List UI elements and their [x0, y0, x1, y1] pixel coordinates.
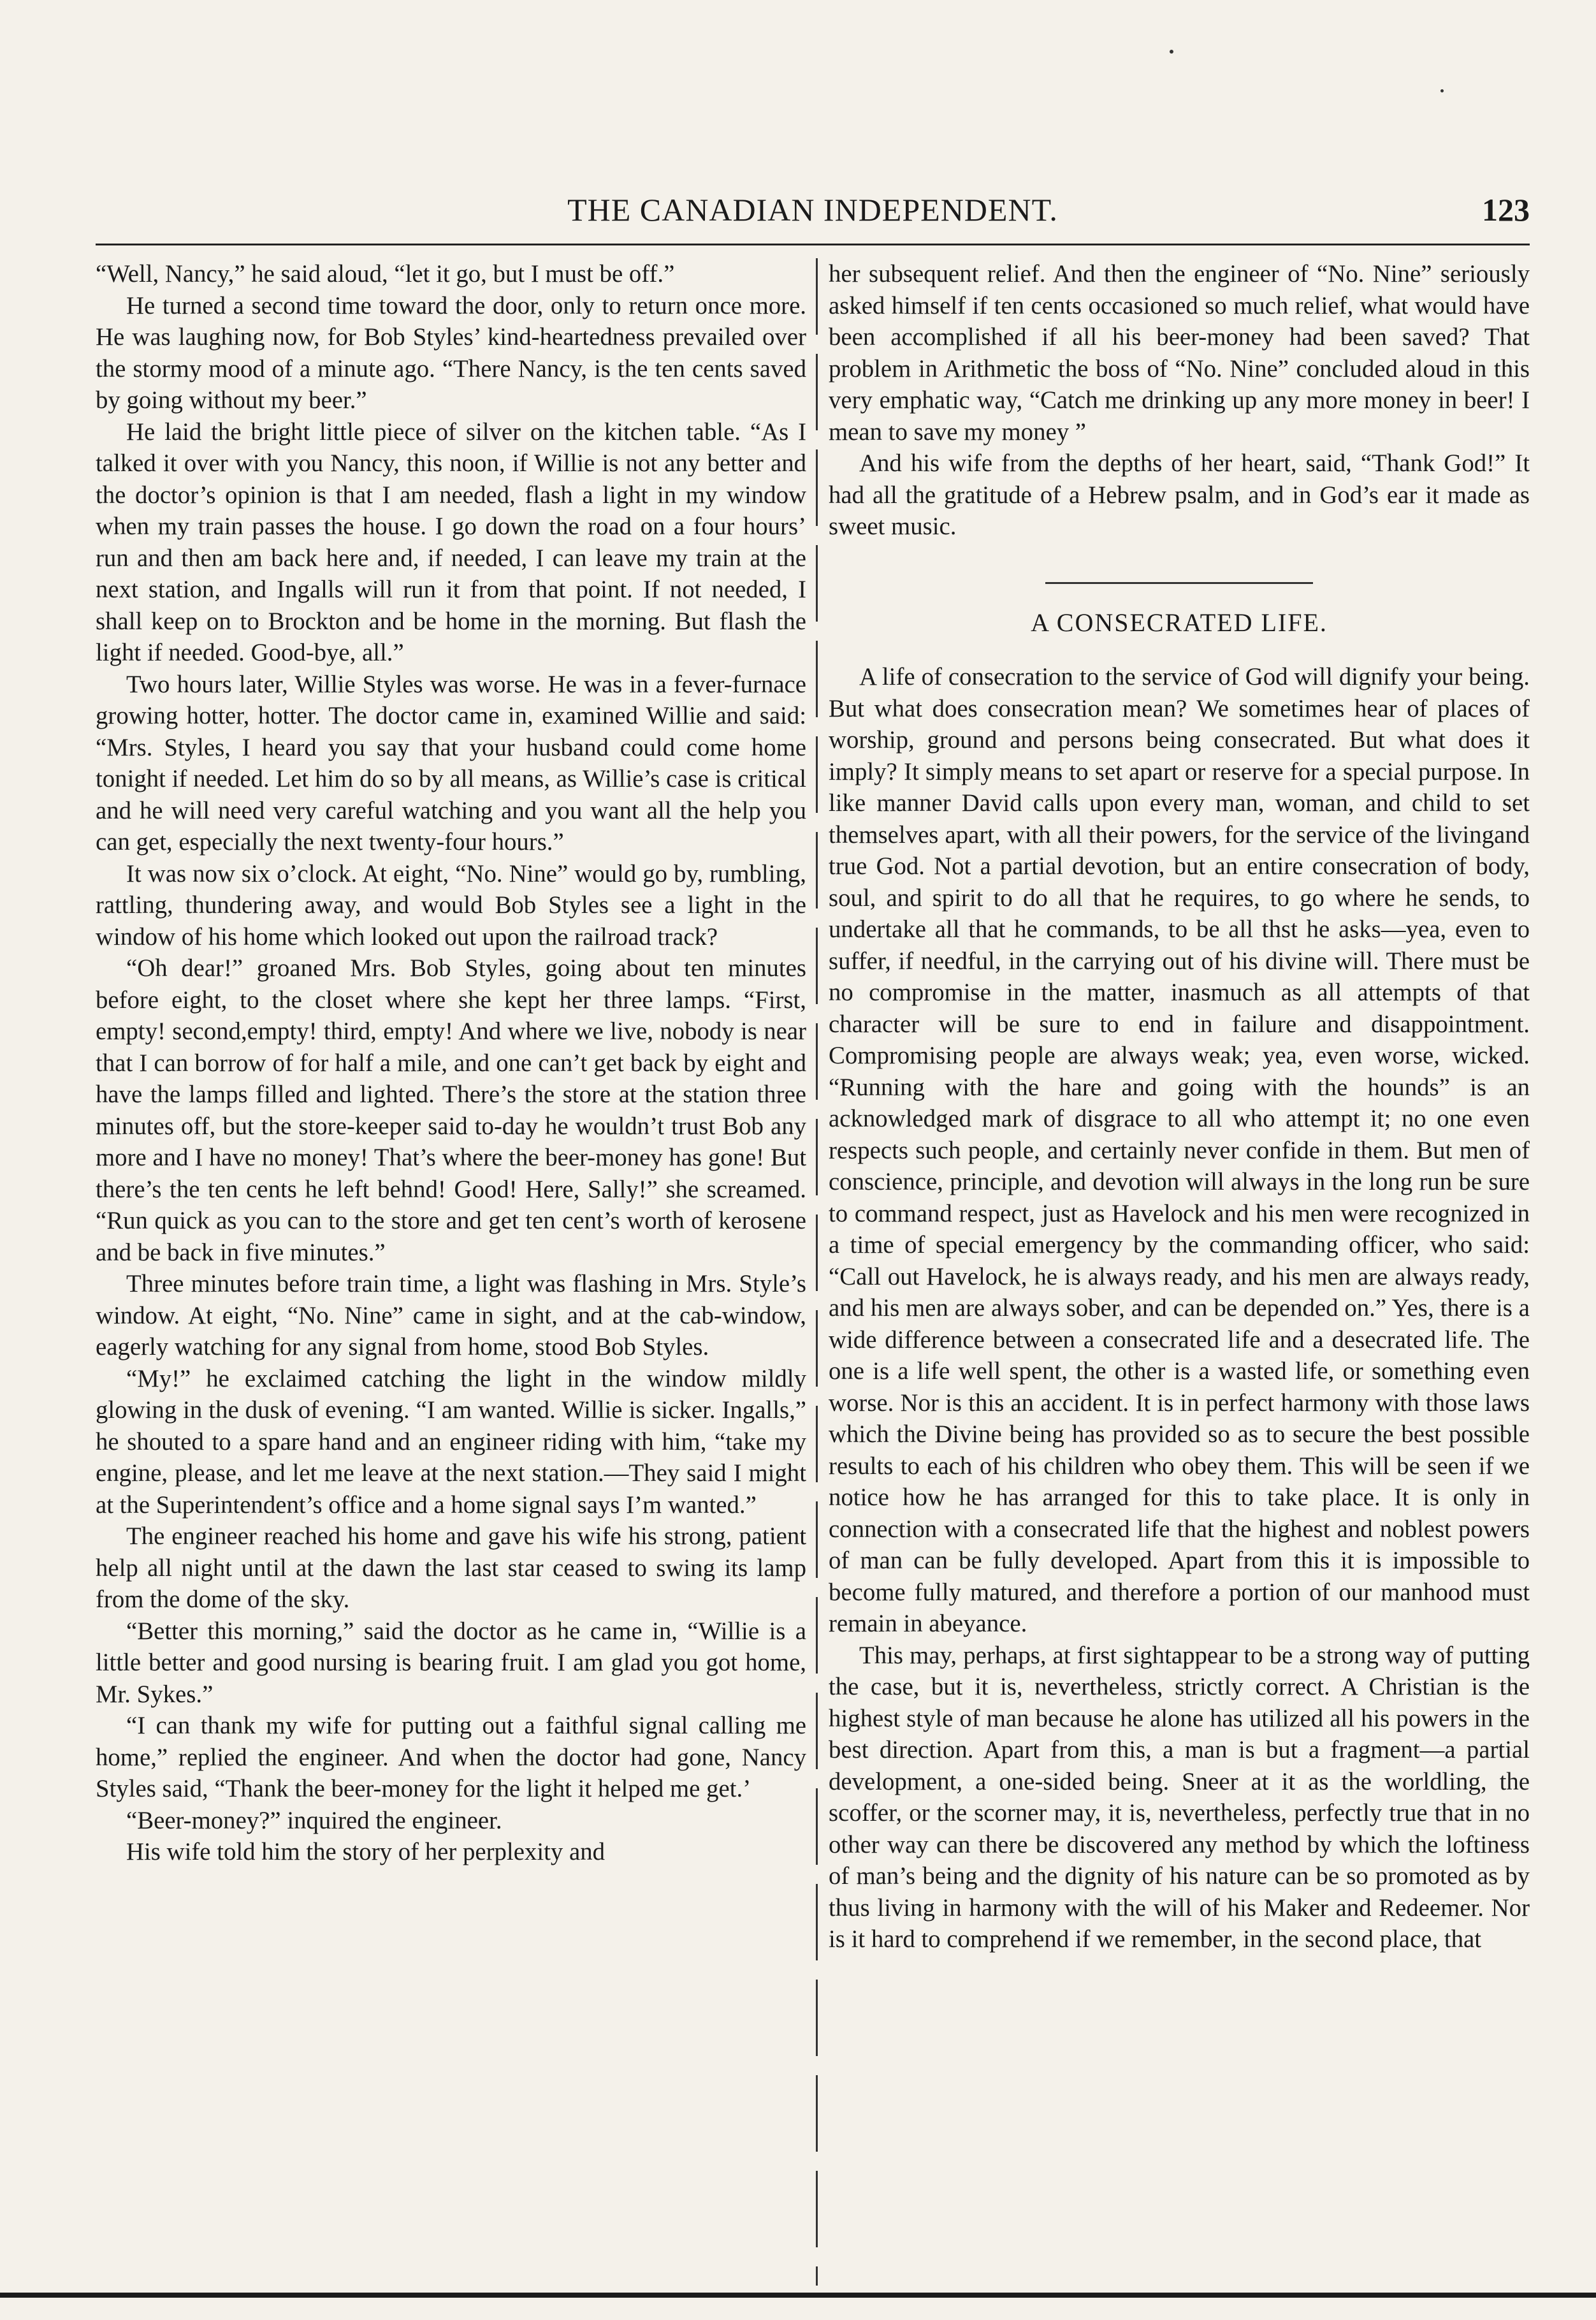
story-paragraph: His wife told him the story of her perplexity and: [126, 1838, 605, 1865]
section-rule: [1045, 582, 1313, 584]
header-rule: [96, 244, 1530, 245]
story-paragraph: “I can thank my wife for putting out a faithful signal calling me home,” replied the engineer. And when the doctor had gone, Nancy Styles said, “Thank the beer-money for the light it helped me get.’: [96, 1712, 806, 1802]
story-paragraph: her subsequent relief. And then the engineer of “No. Nine” seriously asked himself if ten cents occasioned so much relief, what would have been accomplished if all his beer-money had been saved? That problem in Arithmetic the boss of “No. Nine” concluded aloud in this very emphatic way, “Catch me drinking up any more money in beer! I mean to save my money ”: [829, 260, 1530, 446]
ink-speck: [1440, 89, 1444, 92]
page-number: 123: [1482, 192, 1530, 228]
page-header: [96, 191, 1530, 242]
column-divider: [816, 258, 818, 2286]
right-column: [829, 258, 1530, 2286]
story-paragraph: It was now six o’clock. At eight, “No. Nine” would go by, rumbling, rattling, thundering away, and would Bob Styles see a light in the window of his home which looked out upon the railroad track?: [96, 859, 806, 951]
article-paragraph: This may, perhaps, at first sightappear to be a strong way of putting the case, but it is, nevertheless, strictly correct. A Christian is the highest style of man because he alone has utilized all his powers in the best direction. Apart from this, a man is but a fragment—a partial development, a one-sided being. Sneer at it as the worldling, the scoffer, or the scorner may, it is, nevertheless, perfectly true that in no other way can there be discovered any method by which the loftiness of man’s being and the dignity of his nature can be so promoted as by thus living in harmony with the will of his Maker and Redeemer. Nor is it hard to comprehend if we remember, in the second place, that: [829, 1641, 1530, 1953]
story-paragraph: “Beer-money?” inquired the engineer.: [126, 1806, 502, 1834]
story-paragraph: Two hours later, Willie Styles was worse. He was in a fever-furnace growing hotter, hotter. The doctor came in, examined Willie and said: “Mrs. Styles, I heard you say that your husband could come home tonight if needed. Let him do so by all means, as Willie’s case is critical and he will need very careful watching and you want all the help you can get, especially the next twenty-four hours.”: [96, 670, 806, 856]
publication-title: THE CANADIAN INDEPENDENT.: [567, 192, 1058, 228]
left-column: [96, 258, 806, 2286]
article-paragraph: A life of consecration to the service of God will dignify your being. But what does consecration mean? We sometimes hear of places of worship, ground and persons being consecrated. But what does it imply? It simply means to set apart or reserve for a special purpose. In like manner David calls upon every man, woman, and child to set themselves apart, with all their powers, for the service of the livingand true God. Not a partial devotion, but an entire consecration of body, soul, and spirit to do all that he requires, to go where he sends, to undertake all that he commands, to be all thst he asks—yea, even to suffer, if needful, in the carrying out of his divine will. There must be no compromise in the matter, inasmuch as all attempts of that character will be sure to end in failure and disappointment. Compromising people are always weak; yea, even worse, wicked. “Running with the hare and going with the hounds” is an acknowledged mark of disgrace to all who attempt it; no one even respects such people, and certainly never confide in them. But men of conscience, principle, and devotion will always in the long run be sure to command respect, just as Havelock and his men were recognized in a time of special emergency by the commanding officer, who said: “Call out Havelock, he is always ready, and his men are always ready, and his men are always sober, and can be depended on.” Yes, there is a wide difference between a consecrated life and a desecrated life. The one is a life well spent, the other is a wasted life, or something even worse. Nor is this an accident. It is in perfect harmony with those laws which the Divine being has provided so as to secure the best possible results to each of his children who obey them. This will be seen if we notice how he has arranged for this to take place. It is only in connection with a consecrated life that the highest and noblest powers of man can be fully developed. Apart from this it is impossible to become fully matured, and therefore a portion of our manhood must remain in abeyance.: [829, 663, 1530, 1637]
story-paragraph: Three minutes before train time, a light was flashing in Mrs. Style’s window. At eight, “No. Nine” came in sight, and at the cab-window, eagerly watching for any signal from home, stood Bob Styles.: [96, 1270, 806, 1361]
story-paragraph: He laid the bright little piece of silver on the kitchen table. “As I talked it over with you Nancy, this noon, if Willie is not any better and the doctor’s opinion is that I am needed, flash a light in my window when my train passes the house. I go down the road on a four hours’ run and then am back here and, if needed, I can leave my train at the next station, and Ingalls will run it from that point. If not needed, I shall keep on to Brockton and be home in the morning. But flash the light if needed. Good-bye, all.”: [96, 418, 806, 666]
story-paragraph: “Oh dear!” groaned Mrs. Bob Styles, going about ten minutes before eight, to the closet where she kept her three lamps. “First, empty! second,empty! third, empty! And where we live, nobody is near that I can borrow of for half a mile, and one can’t get back by eight and have the lamps filled and lighted. There’s the store at the station three minutes off, but the store-keeper said to-day he wouldn’t trust Bob any more and I have no money! That’s where the beer-money has gone! But there’s the ten cents he left behnd! Good! Here, Sally!” she screamed. “Run quick as you can to the store and get ten cent’s worth of kerosene and be back in five minutes.”: [96, 954, 806, 1266]
story-paragraph: The engineer reached his home and gave his wife his strong, patient help all night until at the dawn the last star ceased to swing its lamp from the dome of the sky.: [96, 1522, 806, 1613]
story-paragraph: And his wife from the depths of her heart, said, “Thank God!” It had all the gratitude of a Hebrew psalm, and in God’s ear it made as sweet music.: [829, 449, 1530, 540]
story-paragraph: He turned a second time toward the door, only to return once more. He was laughing now, for Bob Styles’ kind-heartedness prevailed over the stormy mood of a minute ago. “There Nancy, is the ten cents saved by going without my beer.”: [96, 291, 806, 414]
story-paragraph: “Better this morning,” said the doctor as he came in, “Willie is a little better and good nursing is bearing fruit. I am glad you got home, Mr. Sykes.”: [96, 1617, 806, 1708]
story-paragraph: “My!” he exclaimed catching the light in the window mildly glowing in the dusk of evening. “I am wanted. Willie is sicker. Ingalls,” he shouted to a spare hand and an engineer riding with him, “take my engine, please, and let me leave at the next station.—They said I might at the Superintendent’s office and a home signal says I’m wanted.”: [96, 1364, 806, 1519]
ink-speck: [1170, 50, 1173, 54]
section-heading: A CONSECRATED LIFE.: [1031, 608, 1328, 637]
footer-rule: [0, 2293, 1596, 2298]
story-paragraph: “Well, Nancy,” he said aloud, “let it go, but I must be off.”: [96, 260, 675, 288]
